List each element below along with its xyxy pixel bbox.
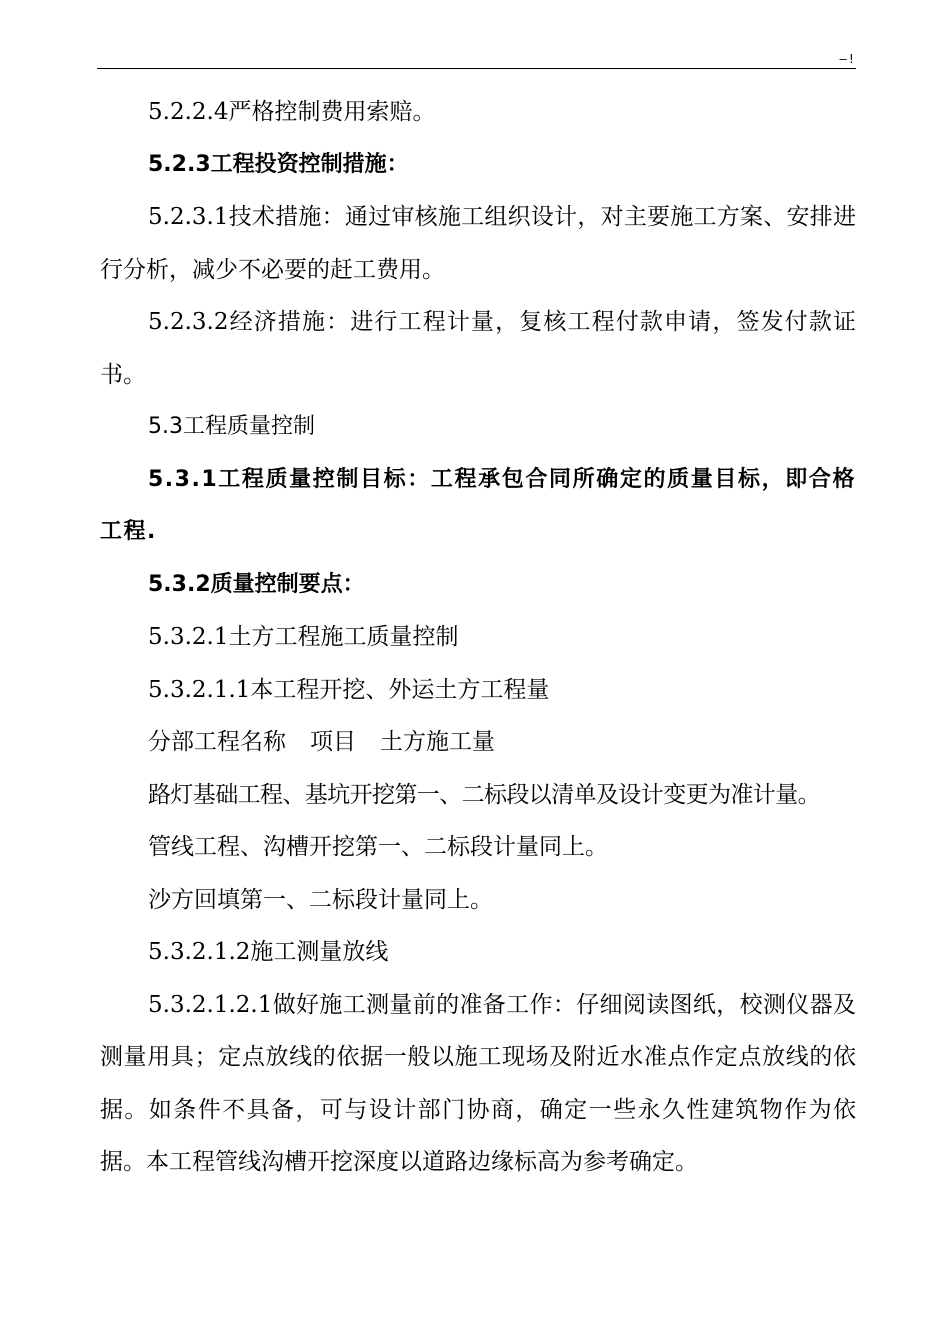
paragraph-5-2-2-4: 5.2.2.4严格控制费用索赔。 xyxy=(148,99,436,125)
document-body xyxy=(100,86,856,1189)
header-rule xyxy=(97,68,856,69)
paragraph-5-3-2-1: 5.3.2.1土方工程施工质量控制 xyxy=(148,624,459,650)
paragraph-lighting-foundation: 路灯基础工程、基坑开挖第一、二标段以清单及设计变更为准计量。 xyxy=(148,781,821,808)
paragraph-sand-backfill: 沙方回填第一、二标段计量同上。 xyxy=(148,886,493,913)
paragraph-5-3-2-1-2-1: 5.3.2.1.2.1做好施工测量前的准备工作：仔细阅读图纸，校测仪器及测量用具；定点放线的依据一般以施工现场及附近水准点作定点放线的依据。如条件不具备，可与设计部门协商，确定一些永久性建筑物作为依据。本工程管线沟槽开挖深度以道路边缘标高为参考确定。 xyxy=(100,991,856,1175)
table-col-name: 分部工程名称 xyxy=(148,729,286,755)
paragraph-5-3-2-1-2: 5.3.2.1.2施工测量放线 xyxy=(148,939,389,965)
paragraph-5-3-2-1-1: 5.3.2.1.1本工程开挖、外运土方工程量 xyxy=(148,676,550,703)
heading-5-3-2: 5.3.2质量控制要点： xyxy=(148,571,365,597)
paragraph-pipeline: 管线工程、沟槽开挖第一、二标段计量同上。 xyxy=(148,834,608,860)
heading-5-3: 5.3工程质量控制 xyxy=(148,414,315,439)
heading-5-2-3: 5.2.3工程投资控制措施： xyxy=(148,151,409,177)
quantity-table-header xyxy=(100,716,856,769)
page-header-mark: —! xyxy=(839,52,856,66)
table-col-quantity: 土方施工量 xyxy=(380,729,495,755)
heading-5-3-1: 5.3.1工程质量控制目标：工程承包合同所确定的质量目标，即合格工程. xyxy=(100,466,856,544)
table-col-item: 项目 xyxy=(310,729,356,755)
paragraph-5-2-3-1: 5.2.3.1技术措施：通过审核施工组织设计，对主要施工方案、安排进行分析，减少不必要的赶工费用。 xyxy=(100,204,856,283)
paragraph-5-2-3-2: 5.2.3.2经济措施：进行工程计量，复核工程付款申请，签发付款证书。 xyxy=(100,309,856,388)
